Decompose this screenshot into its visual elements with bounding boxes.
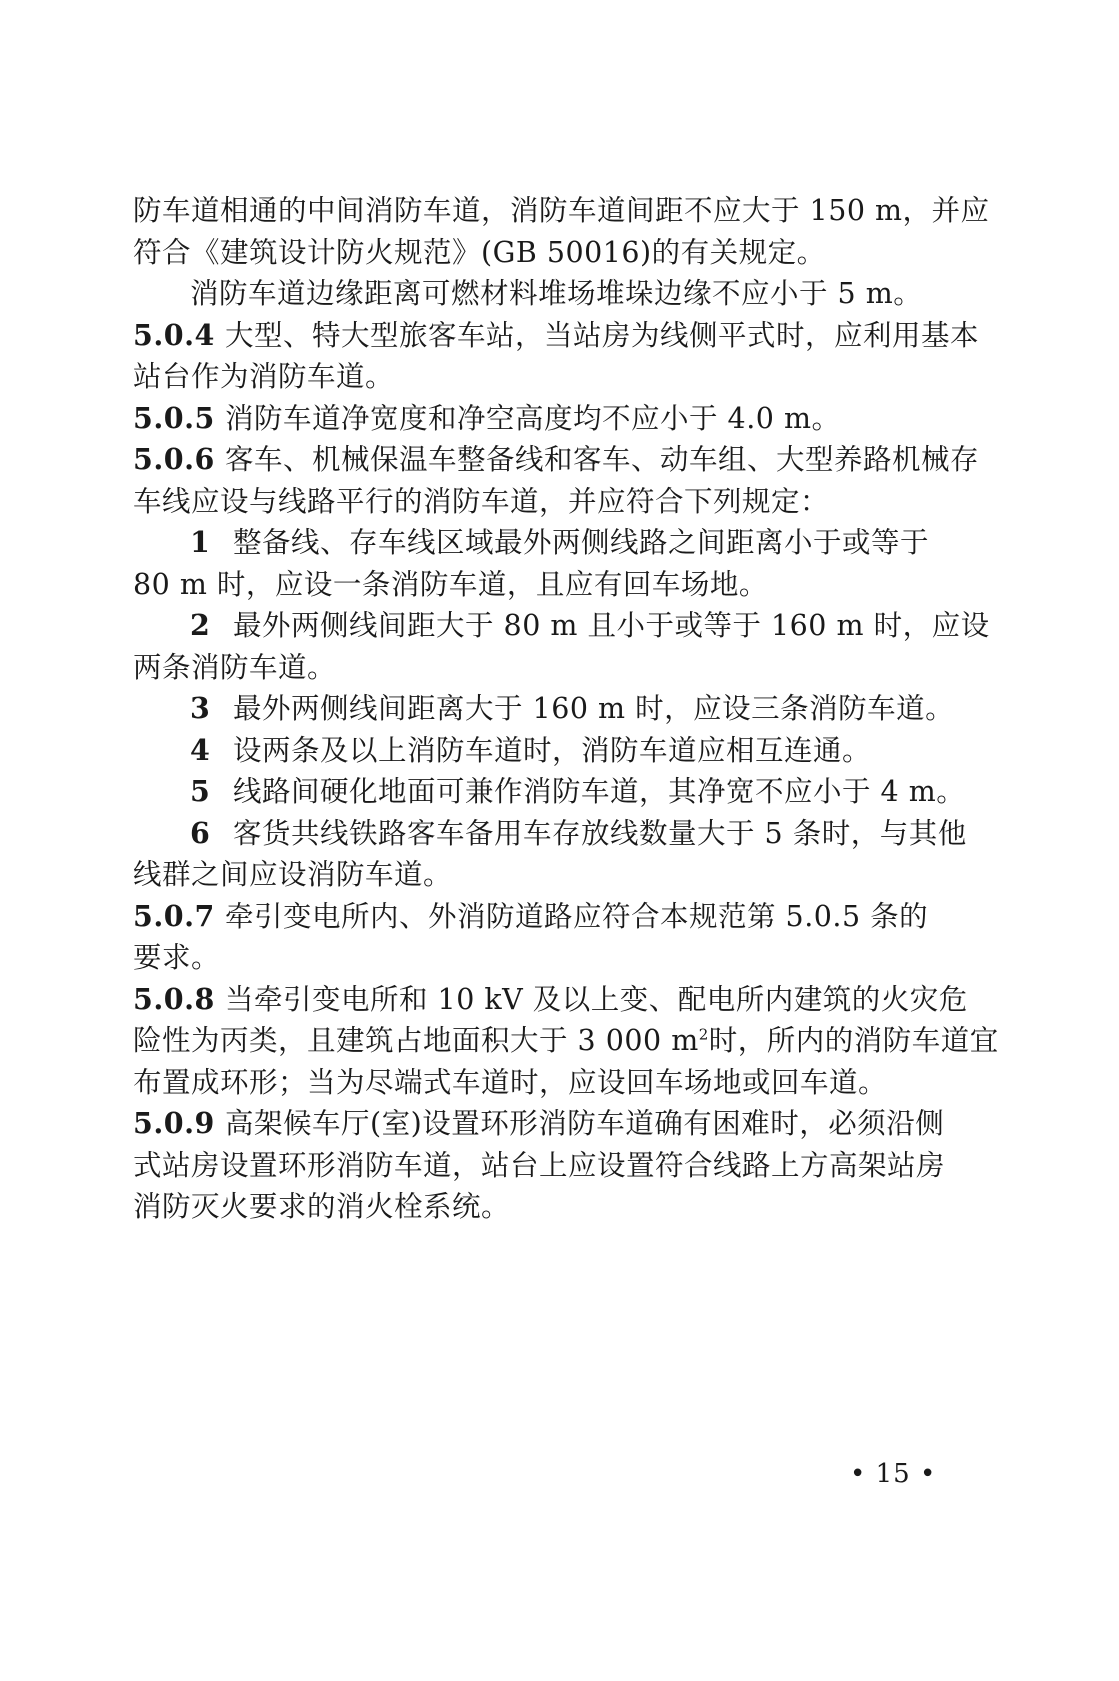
item-number: 5	[190, 774, 211, 808]
clause-5-0-7	[133, 896, 963, 938]
clause-text: 时，所内的消防车道宜	[708, 1024, 999, 1057]
clause-5-0-8	[133, 979, 968, 1021]
item-text: 线路间硬化地面可兼作消防车道，其净宽不应小于 4 m。	[233, 775, 966, 808]
item-number: 3	[190, 691, 211, 725]
list-item	[133, 771, 966, 813]
clause-5-0-4	[133, 315, 980, 357]
clause-line: 车线应设与线路平行的消防车道，并应符合下列规定：	[133, 484, 830, 518]
list-item	[133, 605, 990, 647]
clause-text: 当牵引变电所和 10 kV 及以上变、配电所内建筑的火灾危	[225, 982, 968, 1016]
paragraph-line: 防车道相通的中间消防车道，消防车道间距不应大于 150 m，并应	[133, 194, 990, 227]
list-item	[133, 730, 963, 772]
clause-number: 5.0.5	[133, 400, 215, 435]
clause-5-0-6	[133, 439, 980, 481]
clause-line: 式站房设置环形消防车道，站台上应设置符合线路上方高架站房	[133, 1148, 946, 1182]
clause-number: 5.0.7	[133, 898, 215, 933]
clause-5-0-5	[133, 398, 963, 440]
clause-number: 5.0.8	[133, 981, 215, 1016]
page-number: • 15 •	[850, 1459, 937, 1489]
item-number: 2	[190, 608, 211, 642]
paragraph-line: 符合《建筑设计防火规范》(GB 50016)的有关规定。	[133, 235, 826, 269]
list-item	[133, 688, 963, 730]
clause-number: 5.0.9	[133, 1106, 215, 1140]
superscript: 2	[698, 1025, 709, 1044]
item-text: 整备线、存车线区域最外两侧线路之间距离小于或等于	[233, 526, 930, 559]
clause-number: 5.0.4	[133, 317, 215, 352]
clause-line: 消防灭火要求的消火栓系统。	[133, 1190, 511, 1223]
item-number: 1	[190, 525, 211, 559]
clause-number: 5.0.6	[133, 442, 215, 476]
clause-line: 站台作为消防车道。	[133, 360, 395, 393]
list-item	[133, 813, 967, 855]
paragraph-line: 消防车道边缘距离可燃材料堆场堆垛边缘不应小于 5 m。	[190, 277, 923, 310]
item-number: 4	[190, 732, 211, 767]
item-number: 6	[190, 815, 211, 850]
clause-text: 高架候车厅(室)设置环形消防车道确有困难时，必须沿侧	[225, 1107, 945, 1140]
clause-5-0-9	[133, 1103, 963, 1145]
item-text: 最外两侧线间距离大于 160 m 时，应设三条消防车道。	[233, 692, 955, 725]
clause-text: 牵引变电所内、外消防道路应符合本规范第 5.0.5 条的	[225, 899, 929, 933]
clause-text: 消防车道净宽度和净空高度均不应小于 4.0 m。	[225, 401, 841, 435]
clause-text: 险性为丙类，且建筑占地面积大于 3 000 m	[133, 1024, 699, 1057]
clause-text: 客车、机械保温车整备线和客车、动车组、大型养路机械存	[225, 443, 980, 476]
item-text: 最外两侧线间距大于 80 m 且小于或等于 160 m 时，应设	[233, 609, 990, 642]
list-item-line: 线群之间应设消防车道。	[133, 858, 453, 891]
item-text: 客货共线铁路客车备用车存放线数量大于 5 条时，与其他	[233, 816, 967, 850]
clause-line: 要求。	[133, 941, 221, 974]
clause-text: 大型、特大型旅客车站，当站房为线侧平式时，应利用基本	[225, 318, 980, 352]
clause-line	[133, 1020, 999, 1062]
list-item-line: 80 m 时，应设一条消防车道，且应有回车场地。	[133, 567, 768, 601]
document-body	[133, 190, 999, 1228]
list-item-line: 两条消防车道。	[133, 650, 337, 684]
clause-line: 布置成环形；当为尽端式车道时，应设回车场地或回车道。	[133, 1065, 888, 1099]
item-text: 设两条及以上消防车道时，消防车道应相互连通。	[233, 733, 872, 767]
list-item	[133, 522, 963, 564]
